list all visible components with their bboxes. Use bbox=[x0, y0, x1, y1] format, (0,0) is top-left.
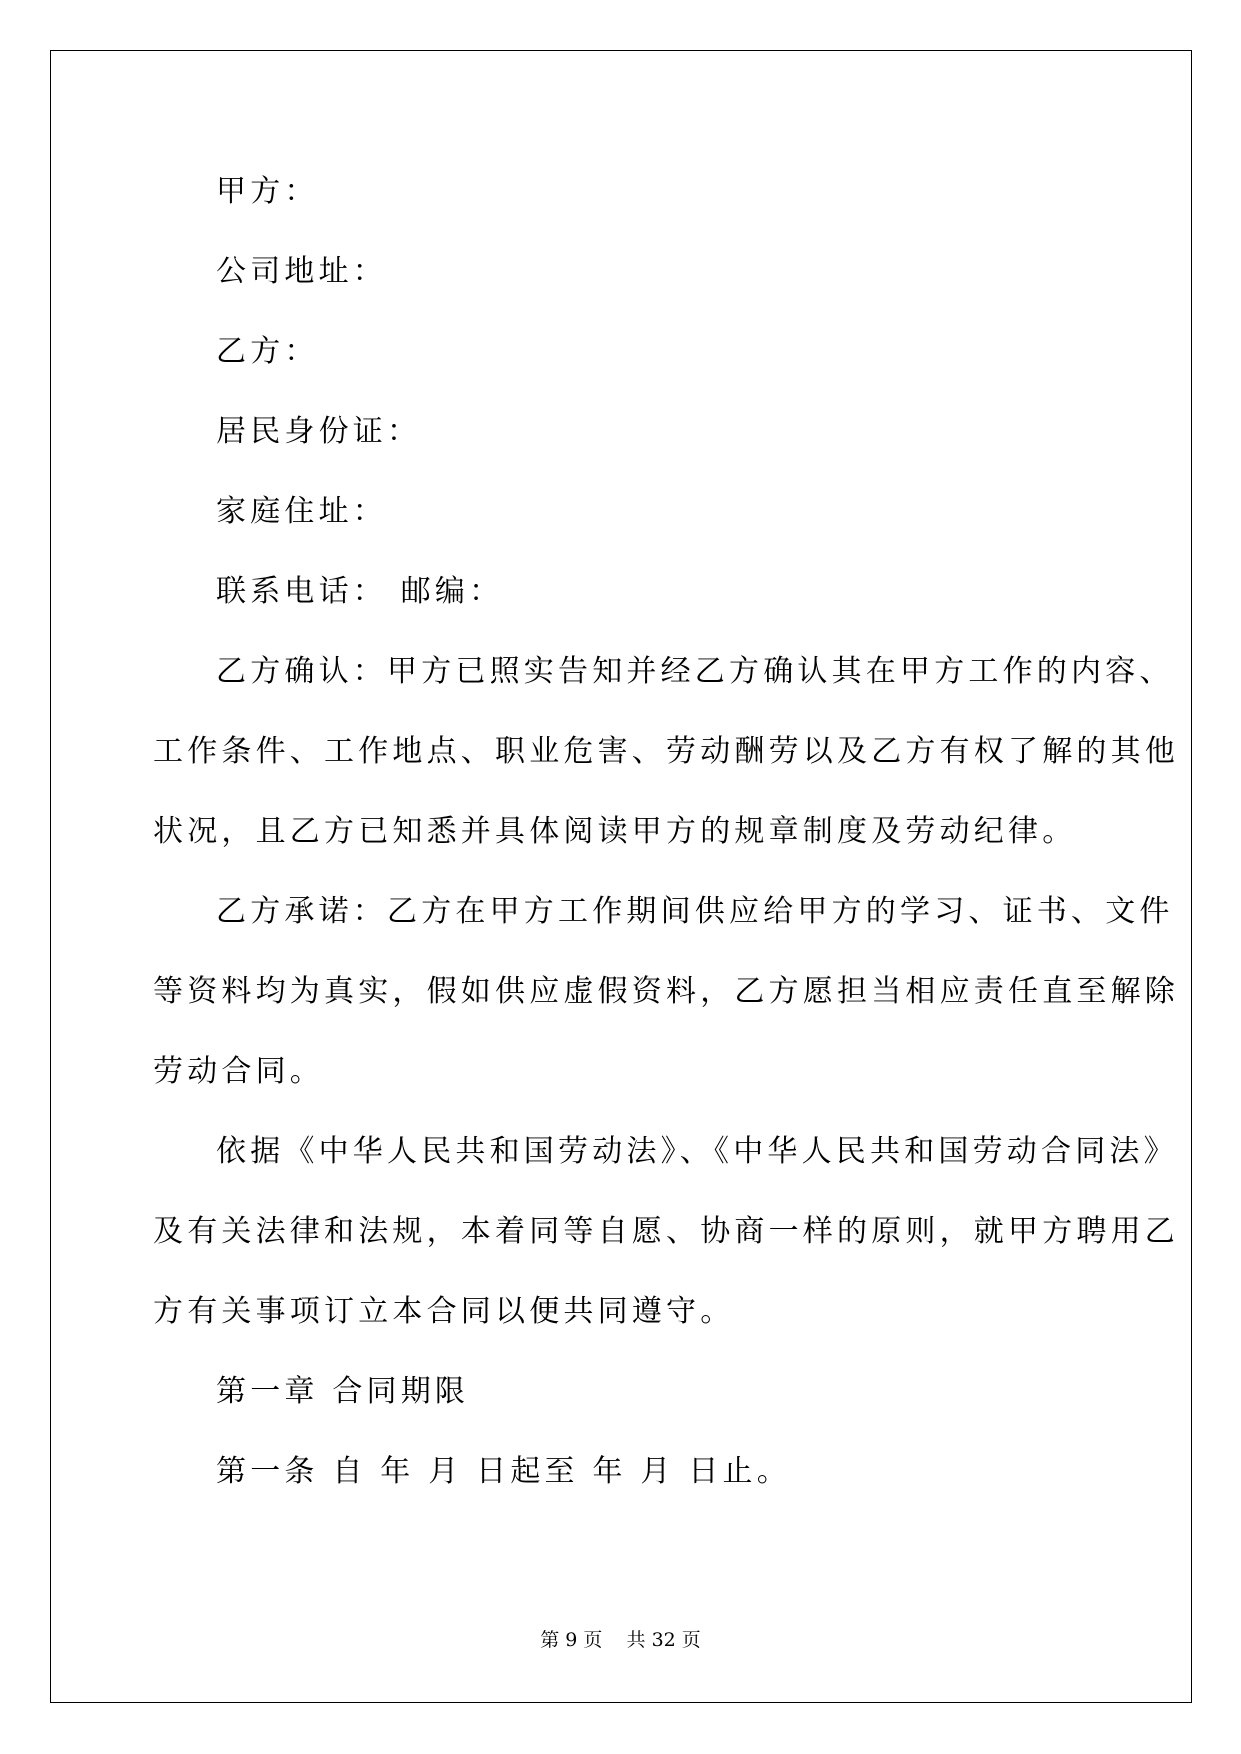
paragraph-confirmation-line-3: 状况，且乙方已知悉并具体阅读甲方的规章制度及劳动纪律。 bbox=[153, 814, 1077, 849]
page-footer bbox=[0, 1628, 1241, 1652]
paragraph-confirmation-line-1: 乙方确认：甲方已照实告知并经乙方确认其在甲方工作的内容、 bbox=[216, 654, 1174, 689]
article-one: 第一条 自 年 月 日起至 年 月 日止。 bbox=[216, 1454, 791, 1489]
paragraph-commitment-line-2: 等资料均为真实，假如供应虚假资料，乙方愿担当相应责任直至解除 bbox=[153, 974, 1179, 1009]
home-address-label: 家庭住址： bbox=[216, 494, 387, 529]
paragraph-confirmation-line-2: 工作条件、工作地点、职业危害、劳动酬劳以及乙方有权了解的其他 bbox=[153, 734, 1179, 769]
party-a-label: 甲方： bbox=[216, 174, 319, 209]
page-total: 共 32 页 bbox=[626, 1629, 701, 1651]
chapter-heading: 第一章 合同期限 bbox=[216, 1374, 470, 1409]
page-number: 第 9 页 bbox=[540, 1629, 603, 1651]
id-card-label: 居民身份证： bbox=[216, 414, 422, 449]
company-address-label: 公司地址： bbox=[216, 254, 387, 289]
phone-postcode-label: 联系电话： 邮编： bbox=[216, 574, 504, 609]
paragraph-commitment-line-3: 劳动合同。 bbox=[153, 1054, 324, 1089]
paragraph-commitment-line-1: 乙方承诺：乙方在甲方工作期间供应给甲方的学习、证书、文件 bbox=[216, 894, 1174, 929]
paragraph-legal-basis-line-3: 方有关事项订立本合同以便共同遵守。 bbox=[153, 1294, 735, 1329]
party-b-label: 乙方： bbox=[216, 334, 319, 369]
paragraph-legal-basis-line-1: 依据《中华人民共和国劳动法》、《中华人民共和国劳动合同法》 bbox=[216, 1134, 1178, 1169]
paragraph-legal-basis-line-2: 及有关法律和法规，本着同等自愿、协商一样的原则，就甲方聘用乙 bbox=[153, 1214, 1179, 1249]
